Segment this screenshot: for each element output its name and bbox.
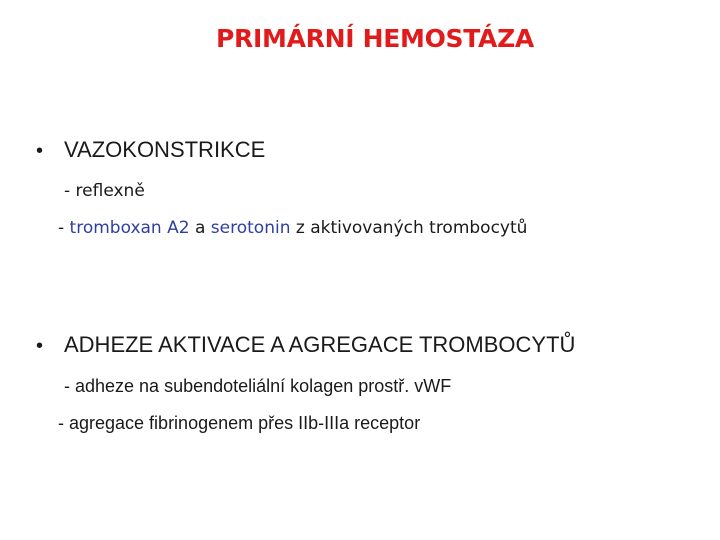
subline-agregace: - agregace fibrinogenem přes IIb-IIIa receptor	[58, 413, 421, 433]
subline-prefix: -	[58, 218, 70, 238]
bullet-point-icon: •	[36, 335, 44, 357]
subline-tromboxan	[58, 218, 527, 238]
subline-adheze: - adheze na subendoteliální kolagen prostř. vWF	[64, 376, 452, 396]
subline-suffix: z aktivovaných trombocytů	[290, 218, 528, 238]
subline-connector: a	[189, 218, 211, 238]
slide-title: PRIMÁRNÍ HEMOSTÁZA	[216, 24, 534, 53]
bullet-adheze	[36, 332, 575, 358]
bullet-vazokonstrikce	[36, 137, 265, 163]
bullet-point-icon: •	[36, 140, 44, 162]
term-serotonin: serotonin	[210, 218, 291, 238]
subline-reflexne: - reflexně	[64, 181, 145, 201]
term-tromboxan: tromboxan A2	[69, 218, 190, 238]
heading-vazokonstrikce: VAZOKONSTRIKCE	[64, 137, 266, 162]
heading-adheze: ADHEZE AKTIVACE A AGREGACE TROMBOCYTŮ	[64, 332, 576, 357]
